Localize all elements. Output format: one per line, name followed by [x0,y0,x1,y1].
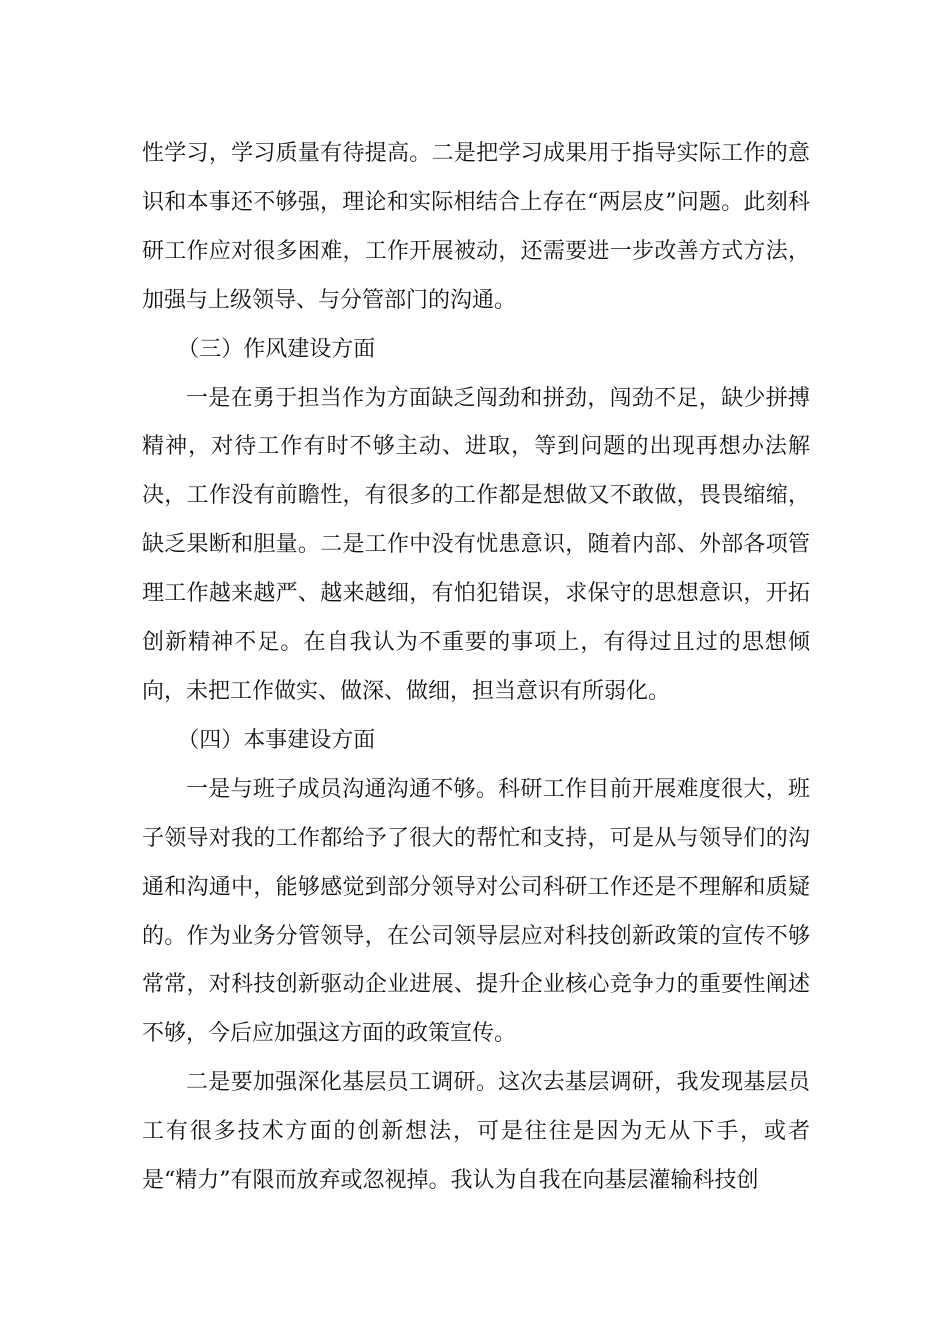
section-heading-4: （四）本事建设方面 [177,727,376,753]
body-paragraph: 一是与班子成员沟通沟通不够。科研工作目前开展难度很大，班子领导对我的工作都给予了很大的帮忙和支持，可是从与领导们的沟通和沟通中，能够感觉到部分领导对公司科研工作还是不理解和质疑的。作为业务分管领导，在公司领导层应对科技创新政策的宣传不够常常，对科技创新驱动企业进展、提升企业核心竞争力的重要性阐述不够，今后应加强这方面的政策宣传。 [142,776,810,1047]
body-paragraph: 性学习，学习质量有待提高。二是把学习成果用于指导实际工作的意识和本事还不够强，理论和实际相结合上存在“两层皮”问题。此刻科研工作应对很多困难，工作开展被动，还需要进一步改善方式方法，加强与上级领导、与分管部门的沟通。 [142,141,810,313]
section-heading-3: （三）作风建设方面 [177,336,376,362]
document-body [142,130,810,1206]
body-paragraph: 一是在勇于担当作为方面缺乏闯劲和拼劲，闯劲不足，缺少拼搏精神，对待工作有时不够主动、进取，等到问题的出现再想办法解决，工作没有前瞻性，有很多的工作都是想做又不敢做，畏畏缩缩，缺乏果断和胆量。二是工作中没有忧患意识，随着内部、外部各项管理工作越来越严、越来越细，有怕犯错误，求保守的思想意识，开拓创新精神不足。在自我认为不重要的事项上，有得过且过的思想倾向，未把工作做实、做深、做细，担当意识有所弱化。 [142,385,810,704]
body-paragraph: 二是要加强深化基层员工调研。这次去基层调研，我发现基层员工有很多技术方面的创新想法，可是往往是因为无从下手，或者是“精力”有限而放弃或忽视掉。我认为自我在向基层灌输科技创 [142,1070,810,1194]
